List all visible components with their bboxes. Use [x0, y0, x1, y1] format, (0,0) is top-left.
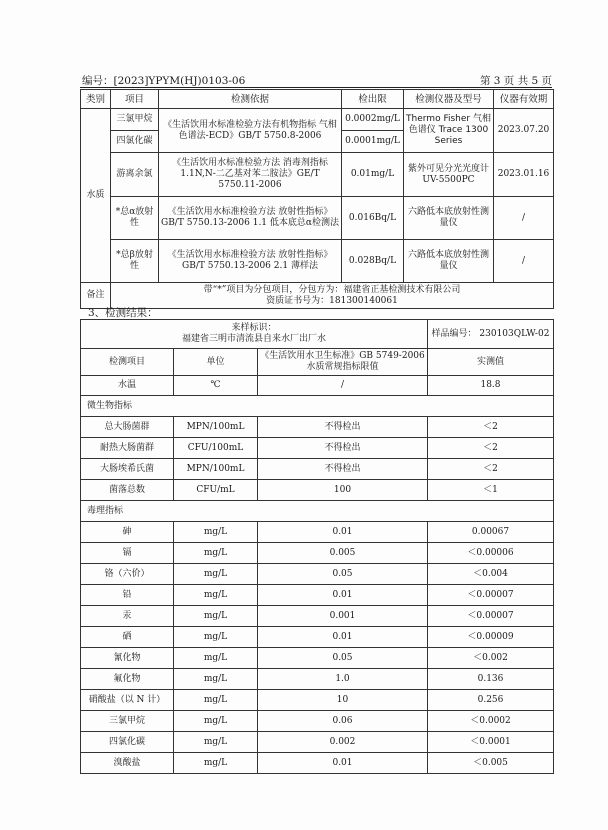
method-table [80, 89, 554, 309]
limit: 100 [258, 480, 428, 501]
table-row [81, 606, 554, 627]
measured-value: 0.136 [428, 669, 554, 690]
method-item: 游离余氯 [111, 153, 159, 197]
col-instrument: 检测仪器及型号 [404, 90, 494, 109]
results-table [80, 319, 554, 774]
table-row [81, 480, 554, 501]
limit: 0.05 [258, 564, 428, 585]
measured-value: ＜1 [428, 480, 554, 501]
limit: 0.06 [258, 711, 428, 732]
unit: mg/L [174, 585, 258, 606]
unit: mg/L [174, 711, 258, 732]
measured-value: ＜0.004 [428, 564, 554, 585]
method-row [81, 240, 554, 283]
limit: 不得检出 [258, 459, 428, 480]
test-item: 硝酸盐（以 N 计） [81, 690, 174, 711]
table-row [81, 711, 554, 732]
page-indicator: 第 3 页 共 5 页 [479, 75, 552, 87]
measured-value: ＜0.0001 [428, 732, 554, 753]
col-category: 类别 [81, 90, 111, 109]
test-item: 铅 [81, 585, 174, 606]
unit: mg/L [174, 732, 258, 753]
table-row [81, 522, 554, 543]
measured-value: ＜0.00009 [428, 627, 554, 648]
method-limit: 0.0002mg/L [342, 109, 404, 131]
method-basis: 《生活饮用水标准检验方法 消毒剂指标 1.1N,N-二乙基对苯二胺法》GE/T 5750.11-2006 [159, 153, 342, 197]
sample-info-row [81, 320, 554, 349]
remark-line: 带“*”项目为分包项目，分包方为：福建省正基检测技术有限公司 [203, 284, 461, 295]
method-validity: / [494, 240, 554, 283]
method-instrument: Thermo Fisher 气相色谱仪 Trace 1300 Series [404, 109, 494, 153]
measured-value: ＜2 [428, 417, 554, 438]
test-item: 三氯甲烷 [81, 711, 174, 732]
sample-location: 福建省三明市清流县自来水厂出厂水 [181, 334, 326, 344]
measured-value: ＜0.00007 [428, 585, 554, 606]
test-item: 菌落总数 [81, 480, 174, 501]
unit: CFU/mL [174, 480, 258, 501]
col-unit: 单位 [174, 349, 258, 376]
table-row [81, 376, 554, 396]
measured-value: ＜0.00006 [428, 543, 554, 564]
unit: mg/L [174, 648, 258, 669]
table-row [81, 585, 554, 606]
method-item: 三氯甲烷 [111, 109, 159, 131]
remark-label: 备注 [81, 283, 111, 309]
test-item: 四氯化碳 [81, 732, 174, 753]
table-row [81, 753, 554, 774]
measured-value: 0.00067 [428, 522, 554, 543]
unit: mg/L [174, 522, 258, 543]
test-item: 氟化物 [81, 669, 174, 690]
method-row [81, 197, 554, 240]
measured-value: 0.256 [428, 690, 554, 711]
unit: mg/L [174, 669, 258, 690]
test-item: 砷 [81, 522, 174, 543]
method-limit: 0.028Bq/L [342, 240, 404, 283]
limit: 0.01 [258, 522, 428, 543]
table-row [81, 459, 554, 480]
table-row [81, 543, 554, 564]
table-row [81, 690, 554, 711]
limit: 10 [258, 690, 428, 711]
remark-text [111, 283, 554, 309]
unit: mg/L [174, 753, 258, 774]
unit: mg/L [174, 627, 258, 648]
sample-identity [81, 320, 428, 349]
section-title: 3、检测结果： [88, 307, 158, 319]
method-validity: 2023.01.16 [494, 153, 554, 197]
category-cell: 水质 [81, 109, 111, 283]
limit: 0.005 [258, 543, 428, 564]
limit: 不得检出 [258, 417, 428, 438]
measured-value: ＜0.0002 [428, 711, 554, 732]
test-item: 大肠埃希氏菌 [81, 459, 174, 480]
col-basis: 检测依据 [159, 90, 342, 109]
unit: CFU/100mL [174, 438, 258, 459]
method-item: *总α放射性 [111, 197, 159, 240]
remark-line: 资质证书号为：181300140061 [266, 295, 398, 306]
table-row [81, 732, 554, 753]
method-item: 四氯化碳 [111, 131, 159, 153]
test-item: 硒 [81, 627, 174, 648]
limit: 0.05 [258, 648, 428, 669]
method-validity: 2023.07.20 [494, 109, 554, 153]
limit: 不得检出 [258, 438, 428, 459]
unit: mg/L [174, 690, 258, 711]
method-item: *总β放射性 [111, 240, 159, 283]
col-test-item: 检测项目 [81, 349, 174, 376]
page-header [82, 73, 552, 87]
method-validity: / [494, 197, 554, 240]
unit: MPN/100mL [174, 459, 258, 480]
unit: mg/L [174, 564, 258, 585]
col-limit: 检出限 [342, 90, 404, 109]
group-microbial: 微生物指标 [81, 396, 554, 417]
test-item: 水温 [81, 376, 174, 396]
method-basis: 《生活饮用水标准检验方法 放射性指标》GB/T 5750.13-2006 1.1 低本底总α检测法 [159, 197, 342, 240]
group-toxicology: 毒理指标 [81, 501, 554, 522]
col-validity: 仪器有效期 [494, 90, 554, 109]
table-row [81, 564, 554, 585]
test-item: 汞 [81, 606, 174, 627]
measured-value: 18.8 [428, 376, 554, 396]
test-item: 铬（六价） [81, 564, 174, 585]
measured-value: ＜0.002 [428, 648, 554, 669]
method-header-row [81, 90, 554, 109]
table-row [81, 627, 554, 648]
limit: 1.0 [258, 669, 428, 690]
results-header-row [81, 349, 554, 376]
measured-value: ＜2 [428, 438, 554, 459]
test-item: 氰化物 [81, 648, 174, 669]
col-measured: 实测值 [428, 349, 554, 376]
table-row [81, 417, 554, 438]
unit: ℃ [174, 376, 258, 396]
header-divider [80, 87, 552, 88]
test-item: 镉 [81, 543, 174, 564]
table-row [81, 648, 554, 669]
measured-value: ＜0.00007 [428, 606, 554, 627]
method-limit: 0.0001mg/L [342, 131, 404, 153]
limit: 0.01 [258, 753, 428, 774]
test-item: 溴酸盐 [81, 753, 174, 774]
limit: 0.01 [258, 627, 428, 648]
unit: mg/L [174, 543, 258, 564]
method-instrument: 六路低本底放射性测量仪 [404, 240, 494, 283]
method-basis: 《生活饮用水标准检验方法 放射性指标》GB/T 5750.13-2006 2.1 薄样法 [159, 240, 342, 283]
method-instrument: 六路低本底放射性测量仪 [404, 197, 494, 240]
unit: MPN/100mL [174, 417, 258, 438]
table-row [81, 669, 554, 690]
method-limit: 0.016Bq/L [342, 197, 404, 240]
measured-value: ＜2 [428, 459, 554, 480]
method-basis: 《生活饮用水标准检验方法有机物指标 气相色谱法-ECD》GB/T 5750.8-2006 [159, 109, 342, 153]
limit: 0.01 [258, 585, 428, 606]
unit: mg/L [174, 606, 258, 627]
group-row [81, 396, 554, 417]
measured-value: ＜0.005 [428, 753, 554, 774]
method-row [81, 109, 554, 131]
report-number: 编号：[2023]YPYM(HJ)0103-06 [82, 75, 246, 87]
table-row [81, 438, 554, 459]
sample-number: 样品编号： 230103QLW-02 [428, 320, 554, 349]
method-limit: 0.01mg/L [342, 153, 404, 197]
limit: 0.001 [258, 606, 428, 627]
group-row [81, 501, 554, 522]
col-item: 项目 [111, 90, 159, 109]
method-row [81, 153, 554, 197]
col-standard-limit: 《生活饮用水卫生标准》GB 5749-2006 水质常规指标限值 [258, 349, 428, 376]
method-instrument: 紫外可见分光光度计 UV-5500PC [404, 153, 494, 197]
limit: / [258, 376, 428, 396]
limit: 0.002 [258, 732, 428, 753]
test-item: 总大肠菌群 [81, 417, 174, 438]
sample-label: 来样标识： [231, 323, 277, 333]
test-item: 耐热大肠菌群 [81, 438, 174, 459]
